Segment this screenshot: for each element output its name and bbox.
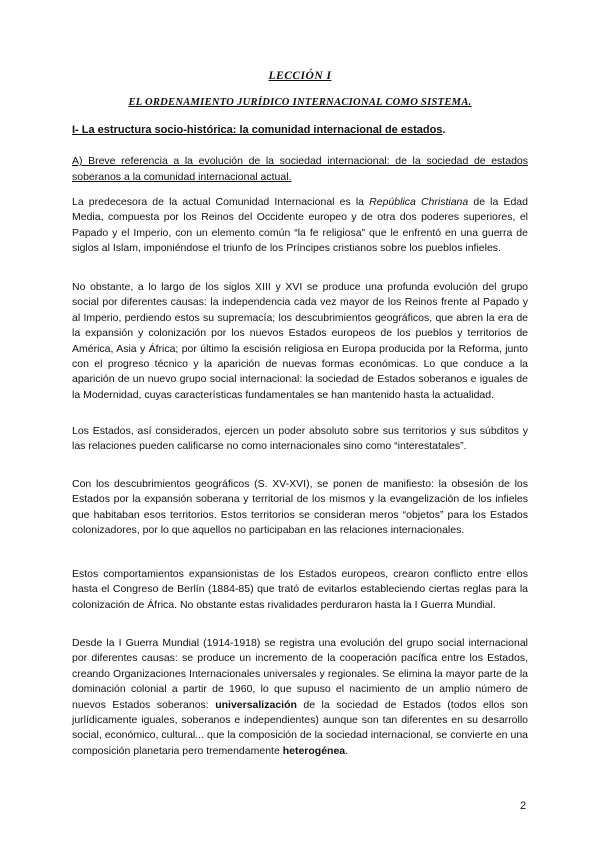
- paragraph-expansionismo: Estos comportamientos expansionistas de los Estados europeos, crearon conflicto entre ellos hasta el Congreso de Berlín (1884-85) que trató de evitarlos estableciendo ciertas reglas para la colonización de África. No obstante estas rivalidades perduraron hasta la I Guerra Mundial.: [72, 568, 528, 611]
- paragraph-estados: Los Estados, así considerados, ejercen un poder absoluto sobre sus territorios y sus súbditos y las relaciones pueden calificarse no como internacionales sino como “interestatales”.: [72, 425, 528, 453]
- paragraph-descubrimientos: Con los descubrimientos geográficos (S. XV-XVI), se ponen de manifiesto: la obsesión de los Estados por la expansión soberana y territorial de los mismos y la evangelización de los infieles que habitaban esos territorios. Estos territorios se consideran meros “objetos” para los Estados colonizadores, por lo que aquellos no participaban en las relaciones internacionales.: [72, 478, 528, 537]
- p6-text-a: Desde la I Guerra Mundial (1914-1918) se registra una evolución del grupo social internacional por diferentes causas: se produce un incremento de la cooperación pacífica entre los Estados, creando Organizaciones Internacionales universales y regionales. Se elimina la mayor parte de la dominación colonial a partir de 1960, lo que supuso el nacimiento de un amplio número de nuevos Estados soberanos:: [72, 637, 528, 711]
- paragraph-guerra-mundial: [72, 636, 528, 759]
- p6-text-c: de la sociedad de Estados (todos ellos son jurlídicamente iguales, soberanos e independientes) aunque son tan diferentes en su desarrollo social, económico, cultural... que la composición de la sociedad internacional, se convierte en una composición planetaria pero tremendamente: [72, 698, 528, 757]
- paragraph-evolucion: No obstante, a lo largo de los siglos XIII y XVI se produce una profunda evolución del grupo social por diferentes causas: la independencia cada vez mayor de los Reinos frente al Papado y al Imperio, perdiendo estos su supremacía; los descubrimientos geográficos, que abren la era de la expansión y colonización por los nuevos Estados europeos de los pueblos y territorios de América, Asia y África; por último la escisión religiosa en Europa producida por la Reforma, junto con el progreso técnico y la aparición de nuevas formas económicas. Lo que conduce a la aparición de un nuevo grupo social internacional: la sociedad de Estados soberanos e iguales de la Modernidad, cuyas características fundamentales se han mantenido hasta la actualidad.: [72, 281, 528, 401]
- p6-text-e: .: [345, 744, 349, 757]
- section-period: .: [442, 124, 446, 136]
- chapter-title: EL ORDENAMIENTO JURÍDICO INTERNACIONAL COMO SISTEMA.: [128, 97, 472, 108]
- p1-text-a: La predecesora de la actual Comunidad Internacional es la: [72, 196, 370, 208]
- paragraph-republica-christiana: [72, 195, 528, 257]
- p6-bold-universalizacion: universalización: [215, 698, 297, 711]
- p1-italic-term: República Christiana: [369, 196, 469, 208]
- lesson-title: LECCIÓN I: [268, 70, 332, 82]
- p6-bold-heterogenea: heterogénea: [282, 744, 346, 757]
- section-title: I- La estructura socio-histórica: la comunidad internacional de estados: [72, 124, 443, 136]
- p1-text-c: de la Edad Media, compuesta por los Reinos del Occidente europeo y de otra dos poderes superiores, el Papado y el Imperio, con un elemento común “la fe religiosa” que le enfrentó en una guerra de siglos al Islam, imponiéndose el triunfo de los Príncipes cristianos sobre los pueblos infieles.: [72, 196, 528, 255]
- subsection-title: A) Breve referencia a la evolución de la sociedad internacional: de la sociedad de estados soberanos a la comunidad internacional actual.: [72, 155, 528, 183]
- section-heading: [72, 124, 532, 136]
- page-number: 2: [520, 800, 527, 812]
